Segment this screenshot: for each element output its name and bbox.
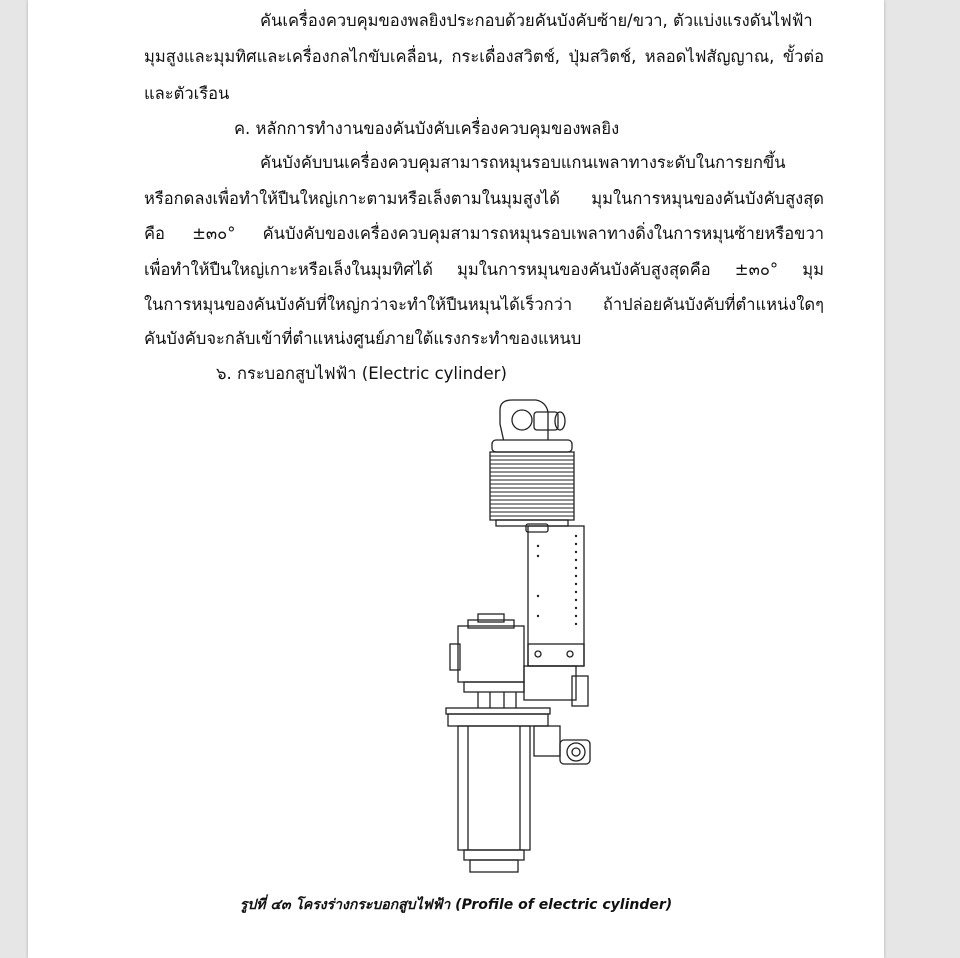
- paragraph-line: มุมสูงและมุมทิศและเครื่องกลไกขับเคลื่อน, กระเดื่องสวิตช์, ปุ่มสวิตช์, หลอดไฟสัญญาณ, ขั้วต่อ: [144, 47, 824, 66]
- paragraph-line: คันบังคับบนเครื่องควบคุมสามารถหมุนรอบแกนเพลาทางระดับในการยกขึ้น: [260, 153, 786, 172]
- document-page: [28, 0, 884, 958]
- bellows: [490, 456, 574, 516]
- paragraph-line: คือ ±๓๐° คันบังคับของเครื่องควบคุมสามารถหมุนรอบเพลาทางดิ่งในการหมุนซ้ายหรือขวา: [144, 224, 824, 243]
- section-heading: ๖. กระบอกสูบไฟฟ้า (Electric cylinder): [216, 364, 507, 383]
- paragraph-line: ในการหมุนของคันบังคับที่ใหญ่กว่าจะทำให้ปืนหมุนได้เร็วกว่า ถ้าปล่อยคันบังคับที่ตำแหน่งใดๆ: [144, 295, 824, 314]
- paragraph-line: คันเครื่องควบคุมของพลยิงประกอบด้วยคันบังคับซ้าย/ขวา, ตัวแบ่งแรงดันไฟฟ้า: [260, 11, 813, 30]
- paragraph-line: หรือกดลงเพื่อทำให้ปืนใหญ่เกาะตามหรือเล็งตามในมุมสูงได้ มุมในการหมุนของคันบังคับสูงสุด: [144, 189, 824, 208]
- section-heading: ค. หลักการทำงานของคันบังคับเครื่องควบคุมของพลยิง: [234, 119, 620, 138]
- electric-cylinder-figure: [408, 396, 608, 886]
- figure-caption: รูปที่ ๔๓ โครงร่างกระบอกสูบไฟฟ้า (Profile of electric cylinder): [239, 897, 673, 913]
- paragraph-line: เพื่อทำให้ปืนใหญ่เกาะหรือเล็งในมุมทิศได้ มุมในการหมุนของคันบังคับสูงสุดคือ ±๓๐° มุม: [144, 260, 824, 279]
- paragraph-line: คันบังคับจะกลับเข้าที่ตำแหน่งศูนย์ภายใต้แรงกระทำของแหนบ: [144, 329, 582, 348]
- paragraph-line: และตัวเรือน: [144, 84, 230, 103]
- electric-cylinder-drawing: [408, 396, 608, 886]
